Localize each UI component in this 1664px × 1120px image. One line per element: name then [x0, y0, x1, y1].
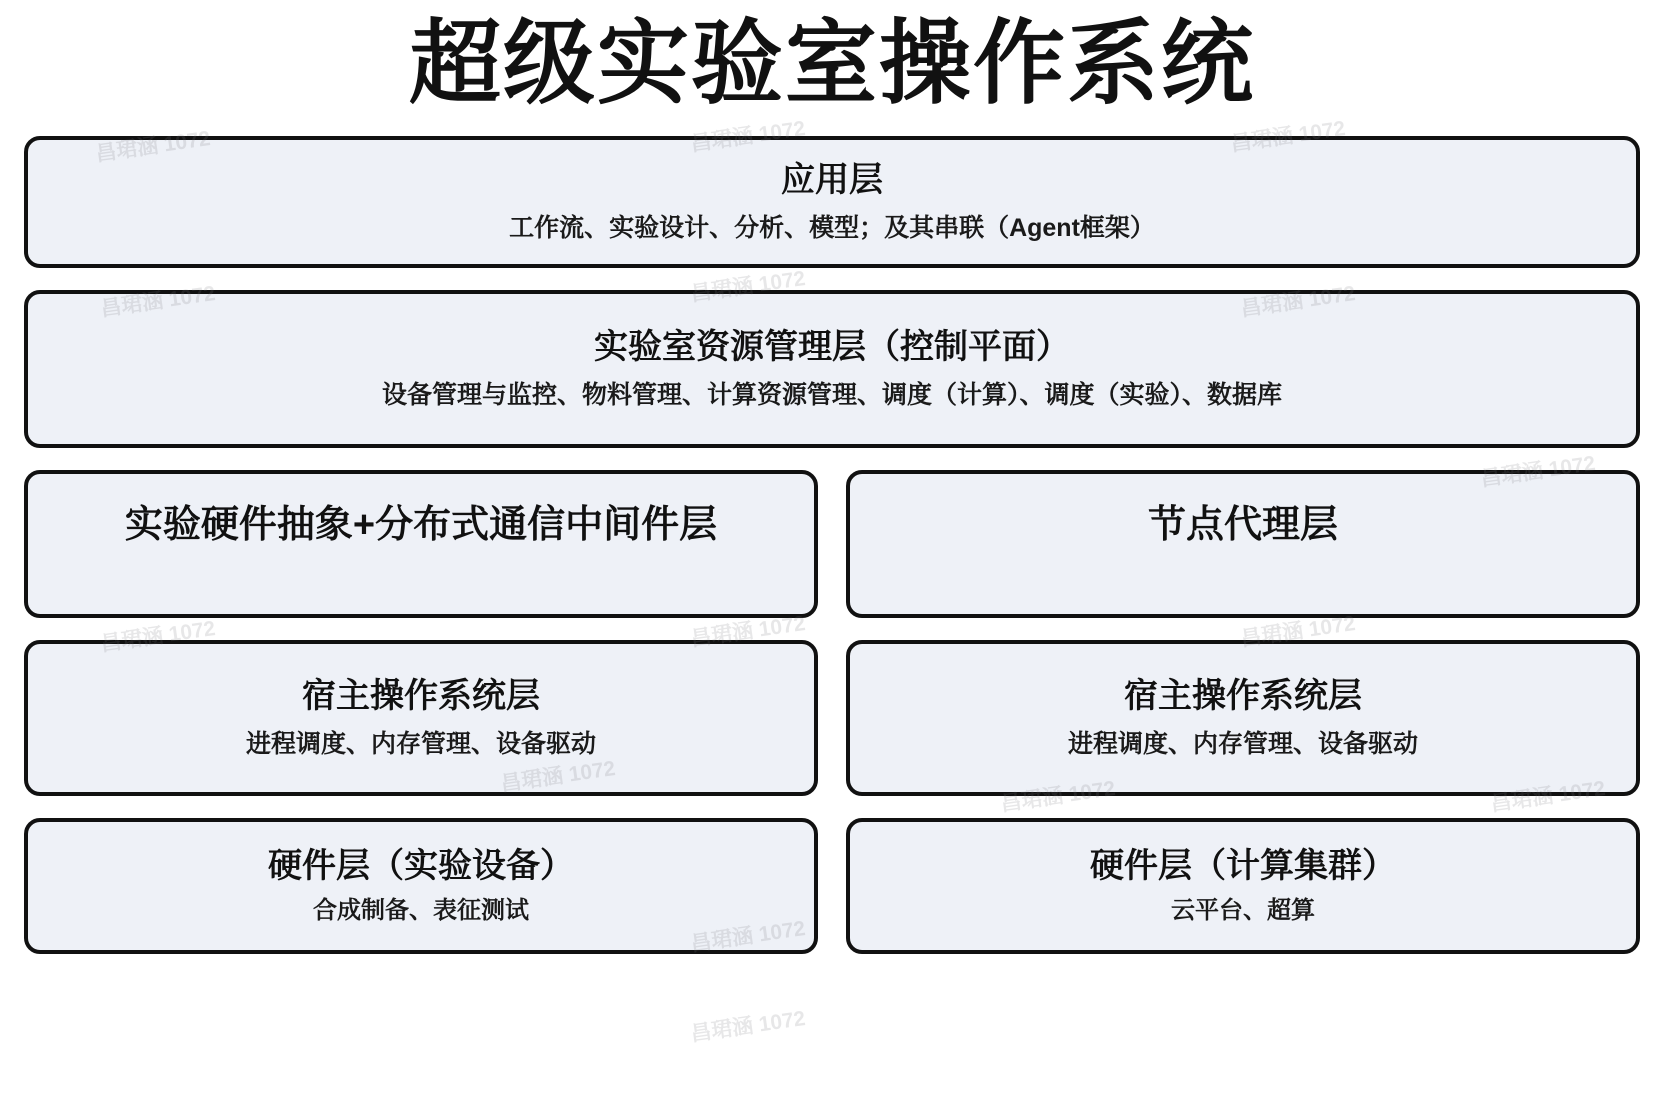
watermark: 昌珺涵 1072 — [999, 777, 1117, 816]
layer-host-os-left-sub: 进程调度、内存管理、设备驱动 — [245, 729, 596, 758]
layer-hardware-compute-cluster-heading: 硬件层（计算集群） — [1090, 846, 1396, 885]
layer-host-os-left-heading: 宿主操作系统层 — [302, 677, 540, 716]
layer-host-os-right — [846, 640, 1640, 796]
layer-hardware-experiment — [24, 818, 818, 954]
row-host-os — [24, 640, 1640, 796]
watermark: 昌珺涵 1072 — [1489, 777, 1607, 816]
layer-node-agent — [846, 470, 1640, 618]
layer-application — [24, 136, 1640, 268]
watermark: 昌珺涵 1072 — [689, 1007, 807, 1046]
row-hardware — [24, 818, 1640, 954]
layer-host-os-left — [24, 640, 818, 796]
layer-hardware-compute-cluster-sub: 云平台、超算 — [1171, 897, 1315, 925]
layer-node-agent-heading: 节点代理层 — [1147, 503, 1338, 546]
layer-hardware-experiment-sub: 合成制备、表征测试 — [313, 897, 529, 925]
watermark: 昌珺涵 1072 — [99, 617, 217, 656]
layer-application-heading: 应用层 — [781, 161, 883, 200]
watermark: 昌珺涵 1072 — [1239, 612, 1357, 651]
layer-hardware-experiment-heading: 硬件层（实验设备） — [268, 846, 574, 885]
layer-resource-management — [24, 290, 1640, 448]
layer-resource-management-sub: 设备管理与监控、物料管理、计算资源管理、调度（计算）、调度（实验）、数据库 — [381, 380, 1282, 409]
layer-hardware-abstraction-middleware-heading: 实验硬件抽象+分布式通信中间件层 — [124, 503, 718, 546]
layer-hardware-abstraction-middleware — [24, 470, 818, 618]
row-middleware — [24, 470, 1640, 618]
page-title: 超级实验室操作系统 — [408, 13, 1255, 115]
watermark: 昌珺涵 1072 — [689, 612, 807, 651]
watermark: 昌珺涵 1072 — [689, 267, 807, 306]
layer-host-os-right-heading: 宿主操作系统层 — [1124, 677, 1362, 716]
layer-hardware-compute-cluster — [846, 818, 1640, 954]
layer-host-os-right-sub: 进程调度、内存管理、设备驱动 — [1067, 729, 1418, 758]
layer-resource-management-heading: 实验室资源管理层（控制平面） — [594, 328, 1070, 367]
layer-application-sub: 工作流、实验设计、分析、模型；及其串联（Agent框架） — [509, 213, 1155, 242]
layer-stack — [24, 136, 1640, 954]
